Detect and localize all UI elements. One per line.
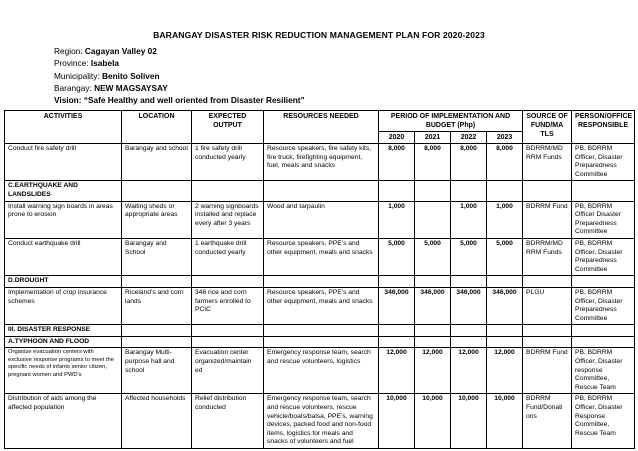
budget-2023-cell: 346,000	[487, 287, 523, 324]
location-cell: Riceland’s and corn lands	[122, 287, 192, 324]
header-location: LOCATION	[122, 111, 192, 144]
location-cell: Barangay Multi-purpose hall and school	[122, 348, 192, 394]
section-row	[5, 325, 635, 337]
empty-cell	[415, 276, 451, 288]
budget-2021-cell: 10,000	[415, 394, 451, 449]
table-row	[5, 144, 635, 181]
header-person: PERSON/OFFICE RESPONSIBLE	[572, 111, 635, 144]
empty-cell	[572, 181, 635, 201]
activity-cell: Conduct fire safety drill	[5, 144, 122, 181]
province-line	[54, 57, 305, 69]
section-title: D.DROUGHT	[5, 276, 122, 288]
empty-cell	[523, 336, 572, 348]
table-body	[5, 144, 635, 449]
resources-cell: Emergency response team, search and rescue volunteers, logistics	[264, 348, 379, 394]
section-row	[5, 276, 635, 288]
budget-2021-cell: 346,000	[415, 287, 451, 324]
empty-cell	[487, 325, 523, 337]
section-title: III. DISASTER RESPONSE	[5, 325, 122, 337]
budget-2021-cell: 5,000	[415, 238, 451, 275]
table-row	[5, 394, 635, 449]
budget-2020-cell: 346,000	[379, 287, 415, 324]
source-of-fund-cell: BDRRM/MD RRM Funds	[523, 144, 572, 181]
province-label: Province:	[54, 58, 91, 69]
empty-cell	[523, 276, 572, 288]
expected-output-cell: 346 rice and corn farmers enrolled to PCIC	[192, 287, 264, 324]
expected-output-cell: 1 earthquake drill conducted yearly	[192, 238, 264, 275]
empty-cell	[122, 336, 192, 348]
header-year: 2022	[451, 132, 487, 144]
source-of-fund-cell: BDRRM/MD RRM Funds	[523, 238, 572, 275]
empty-cell	[451, 276, 487, 288]
person-responsible-cell: PB, BDRRM Officer, Disaster Preparedness Committee	[572, 144, 635, 181]
activity-cell: Distribution of aids among the affected population	[5, 394, 122, 449]
region-line	[54, 45, 305, 57]
empty-cell	[379, 325, 415, 337]
empty-cell	[523, 181, 572, 201]
budget-2022-cell: 10,000	[451, 394, 487, 449]
source-of-fund-cell: PLGU	[523, 287, 572, 324]
expected-output-cell: 1 fire safety drill conducted yearly	[192, 144, 264, 181]
budget-2023-cell: 8,000	[487, 144, 523, 181]
budget-2023-cell: 12,000	[487, 348, 523, 394]
empty-cell	[572, 325, 635, 337]
source-of-fund-cell: BDRRM Fund	[523, 348, 572, 394]
header-year: 2021	[415, 132, 451, 144]
empty-cell	[415, 336, 451, 348]
empty-cell	[451, 336, 487, 348]
empty-cell	[415, 325, 451, 337]
expected-output-cell: 2 warning signboards installed and replace every after 3 years	[192, 201, 264, 238]
section-row	[5, 181, 635, 201]
header-activities: ACTIVITIES	[5, 111, 122, 144]
budget-2023-cell: 5,000	[487, 238, 523, 275]
empty-cell	[192, 325, 264, 337]
empty-cell	[264, 276, 379, 288]
plan-table	[4, 110, 635, 449]
person-responsible-cell: PB, BDRRM Officer, Disaster Preparedness Committee	[572, 287, 635, 324]
region-value: Cagayan Valley 02	[84, 46, 157, 56]
budget-2022-cell: 346,000	[451, 287, 487, 324]
empty-cell	[122, 325, 192, 337]
municipality-label: Municipality:	[54, 70, 102, 81]
header-year: 2023	[487, 132, 523, 144]
header-period: PERIOD OF IMPLEMENTATION AND BUDGET (Php)	[379, 111, 523, 132]
resources-cell: Wood and tarpaulin	[264, 201, 379, 238]
empty-cell	[451, 325, 487, 337]
empty-cell	[523, 325, 572, 337]
municipality-line	[54, 70, 305, 82]
budget-2022-cell: 1,000	[451, 201, 487, 238]
activity-cell: Conduct earthquake drill	[5, 238, 122, 275]
empty-cell	[264, 336, 379, 348]
empty-cell	[379, 276, 415, 288]
source-of-fund-cell: BDRRM Fund	[523, 201, 572, 238]
table-row	[5, 201, 635, 238]
person-responsible-cell: PB, BDRRM Officer Disaster Preparedness Committee	[572, 201, 635, 238]
source-of-fund-cell: BDRRM Fund/Donati ons	[523, 394, 572, 449]
budget-2020-cell: 10,000	[379, 394, 415, 449]
person-responsible-cell: PB, BDRRM Officer, Disaster Response Committee, Rescue Team	[572, 394, 635, 449]
empty-cell	[379, 181, 415, 201]
empty-cell	[192, 276, 264, 288]
budget-2020-cell: 5,000	[379, 238, 415, 275]
activity-cell: Organize evacuation centers with exclusive response programs to meet the specific needs of infants senior citizen, pregnant women and PWD’s	[5, 348, 122, 394]
resources-cell: Emergency response team, search and rescue volunteers, rescue vehicle/boats/balsa, PPE’s, warning devices, packed food and non-food items, logistics for meals and snacks of volunteers and fuel	[264, 394, 379, 449]
budget-2020-cell: 12,000	[379, 348, 415, 394]
header-expected-output: EXPECTED OUTPUT	[192, 111, 264, 144]
budget-2022-cell: 12,000	[451, 348, 487, 394]
resources-cell: Resource speakers, PPE’s and other equipment, meals and snacks	[264, 287, 379, 324]
empty-cell	[379, 336, 415, 348]
section-row	[5, 336, 635, 348]
budget-2021-cell: 8,000	[415, 144, 451, 181]
empty-cell	[572, 276, 635, 288]
empty-cell	[122, 181, 192, 201]
resources-cell: Resource speakers, PPE’s and other equipment, meals and snacks	[264, 238, 379, 275]
municipality-value: Benito Soliven	[101, 70, 160, 81]
vision-value: “Safe Healthy and well oriented from Disaster Resilient”	[83, 95, 305, 106]
empty-cell	[122, 276, 192, 288]
table-row	[5, 348, 635, 394]
location-cell: Affected households	[122, 394, 192, 449]
budget-2023-cell: 1,000	[487, 201, 523, 238]
activity-cell: Install warning sign boards in areas prone to erosion	[5, 201, 122, 238]
budget-2022-cell: 8,000	[451, 144, 487, 181]
region-label: Region:	[54, 46, 85, 56]
empty-cell	[572, 336, 635, 348]
budget-2020-cell: 8,000	[379, 144, 415, 181]
person-responsible-cell: PB, BDRRM Officer, Disaster response Committee, Rescue Team	[572, 348, 635, 394]
barangay-info	[54, 45, 305, 106]
location-cell: Waiting sheds or appropriate areas	[122, 201, 192, 238]
header-resources: RESOURCES NEEDED	[264, 111, 379, 144]
budget-2021-cell	[415, 201, 451, 238]
header-year: 2020	[379, 132, 415, 144]
empty-cell	[451, 181, 487, 201]
empty-cell	[264, 181, 379, 201]
empty-cell	[192, 181, 264, 201]
barangay-label: Barangay:	[54, 82, 95, 93]
empty-cell	[264, 325, 379, 337]
vision-line	[54, 94, 305, 106]
expected-output-cell: Evacuation center organized/maintain ed	[192, 348, 264, 394]
barangay-line	[54, 82, 305, 94]
document-title: BARANGAY DISASTER RISK REDUCTION MANAGEMENT PLAN FOR 2020-2023	[153, 30, 485, 40]
table-row	[5, 287, 635, 324]
barangay-value: NEW MAGSAYSAY	[94, 82, 168, 93]
budget-2021-cell: 12,000	[415, 348, 451, 394]
location-cell: Barangay and School	[122, 238, 192, 275]
budget-2020-cell: 1,000	[379, 201, 415, 238]
section-title: C.EARTHQUAKE AND LANDSLIDES	[5, 181, 122, 201]
expected-output-cell: Relief distribution conducted	[192, 394, 264, 449]
location-cell: Barangay and school	[122, 144, 192, 181]
empty-cell	[487, 336, 523, 348]
budget-2022-cell: 5,000	[451, 238, 487, 275]
budget-2023-cell: 10,000	[487, 394, 523, 449]
person-responsible-cell: PB, BDRRM Officer, Disaster Preparedness Committee	[572, 238, 635, 275]
resources-cell: Resource speakers, fire safety kits, fire truck, firefighting equipment, fuel, meals and snacks	[264, 144, 379, 181]
section-title: A.TYPHOON AND FLOOD	[5, 336, 122, 348]
empty-cell	[487, 276, 523, 288]
header-source: SOURCE OF FUND/MA TLS	[523, 111, 572, 144]
empty-cell	[192, 336, 264, 348]
vision-label: Vision:	[54, 95, 84, 106]
empty-cell	[487, 181, 523, 201]
province-value: Isabela	[90, 58, 120, 69]
activity-cell: Implementation of crop insurance schemes	[5, 287, 122, 324]
empty-cell	[415, 181, 451, 201]
table-row	[5, 238, 635, 275]
